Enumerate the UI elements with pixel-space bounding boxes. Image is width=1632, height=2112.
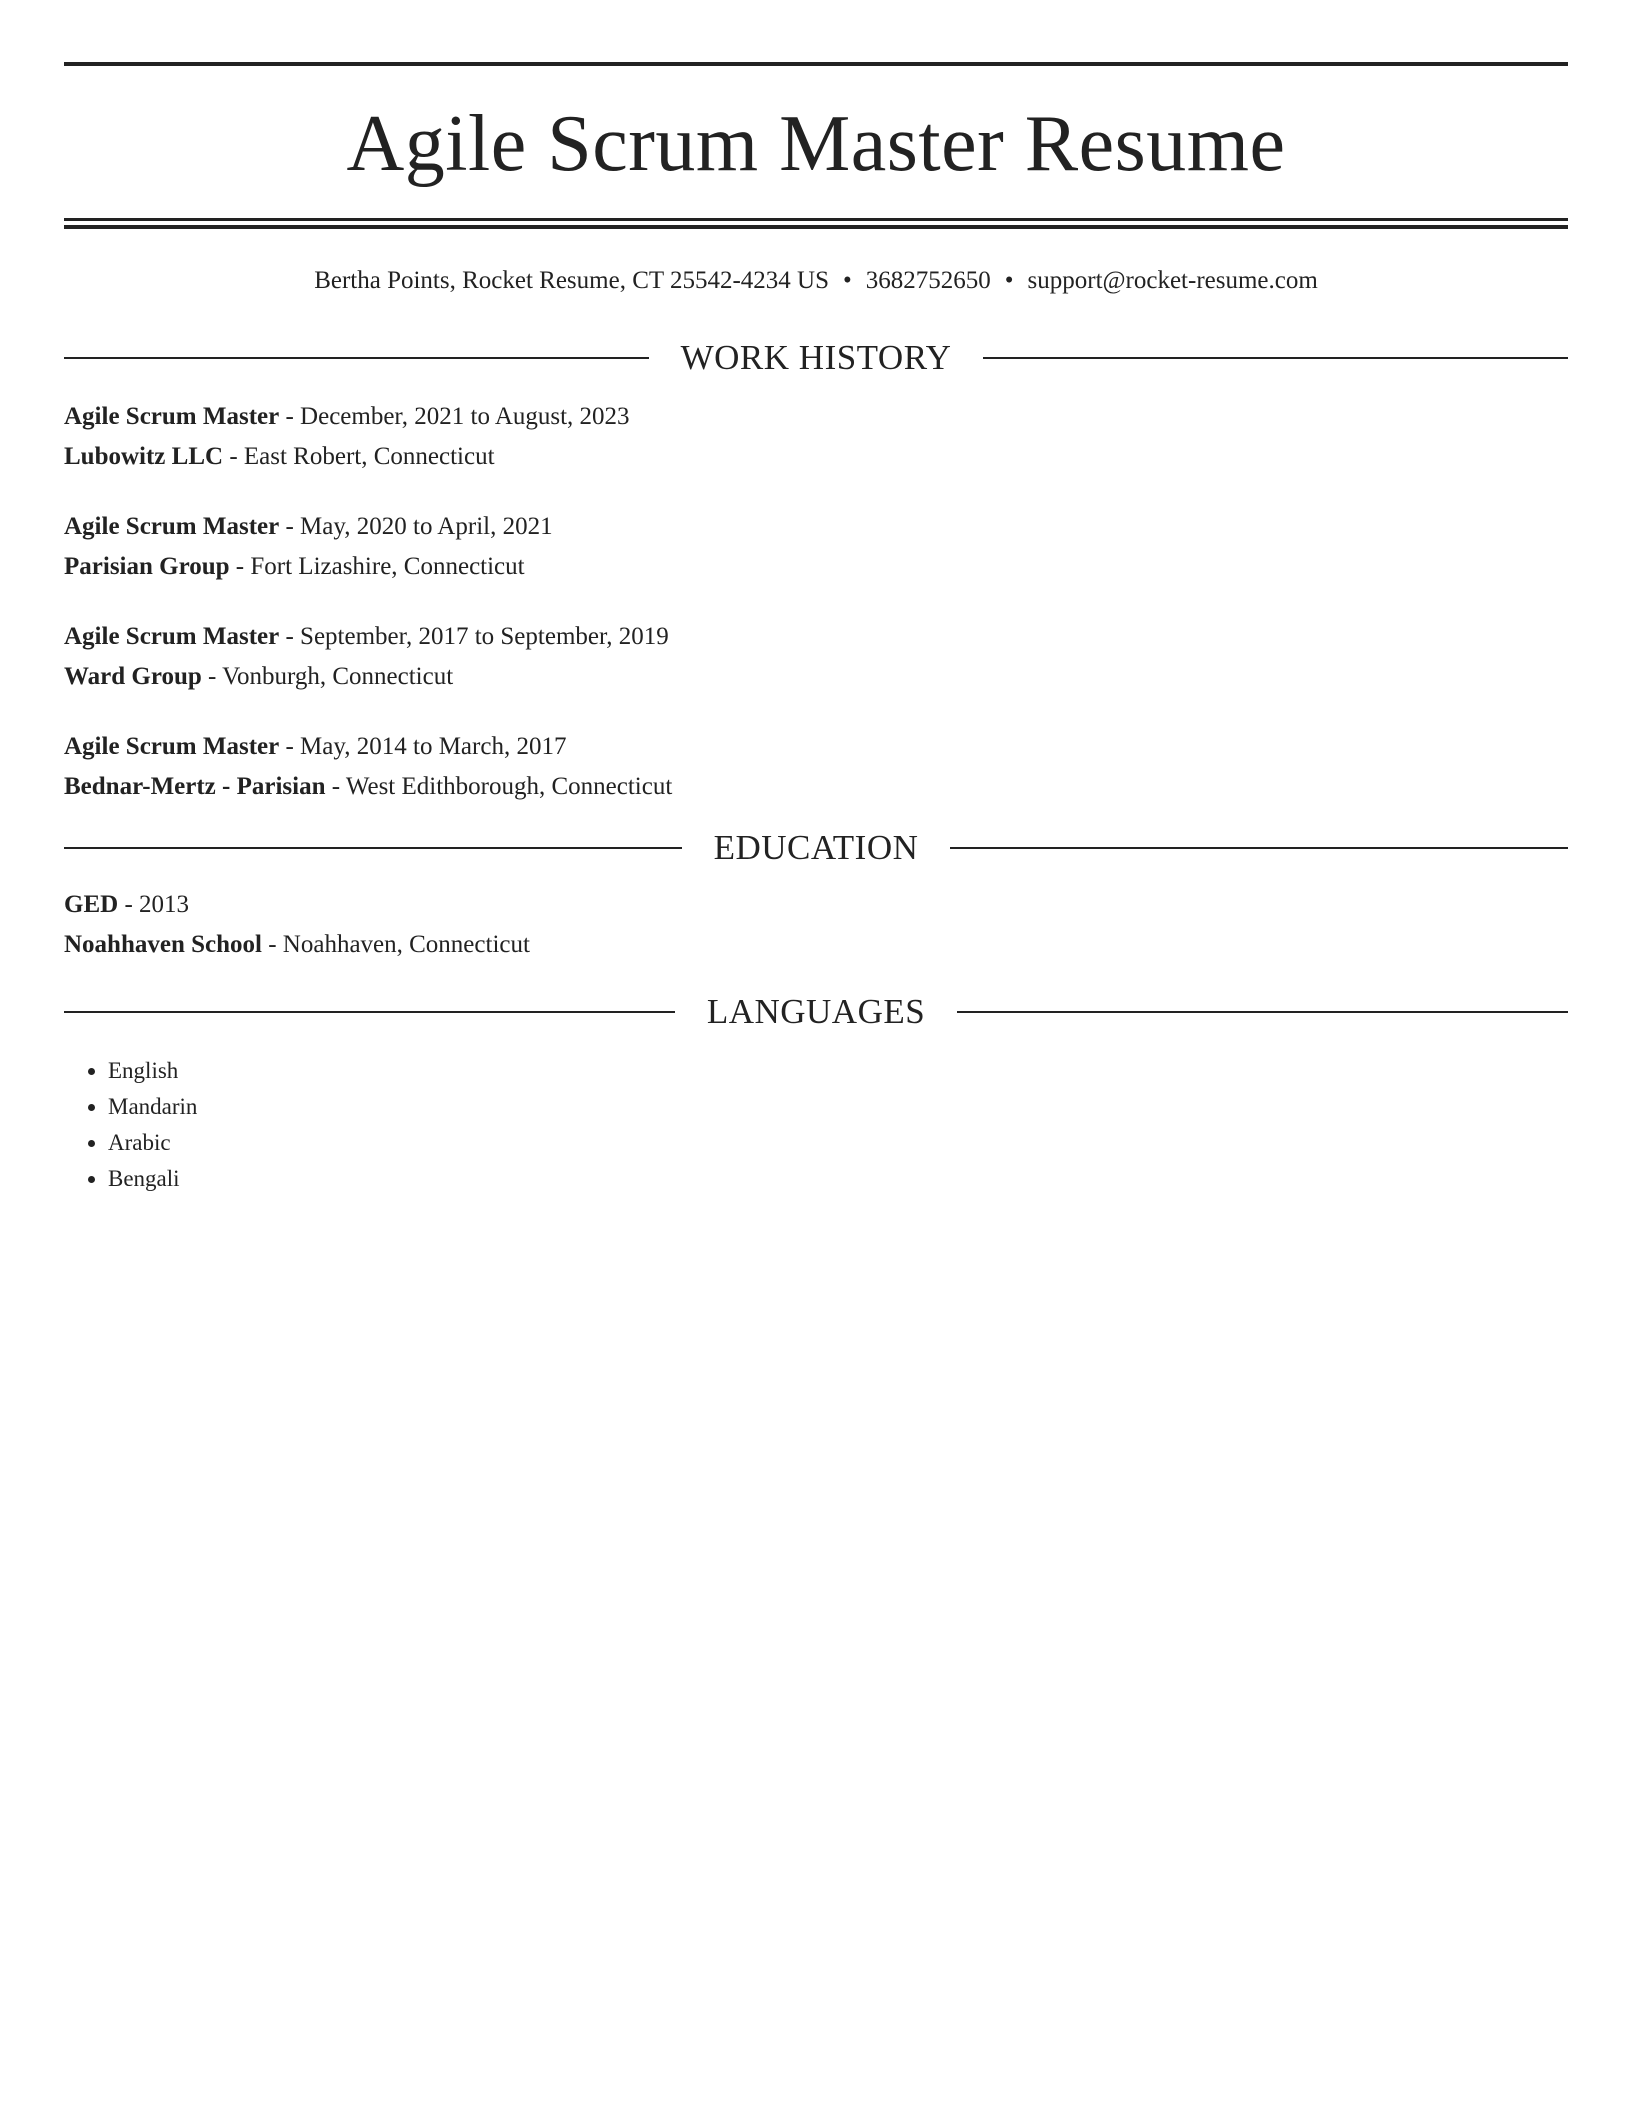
education-entry (64, 885, 1568, 965)
job-dates: - May, 2020 to April, 2021 (279, 513, 553, 540)
company-name: Bednar-Mertz - Parisian (64, 773, 326, 800)
title-block (64, 62, 1568, 229)
contact-address: Bertha Points, Rocket Resume, CT 25542-4234 US (314, 267, 829, 294)
contact-line (64, 263, 1568, 299)
job-title: Agile Scrum Master (64, 623, 280, 650)
school-name: Noahhaven School (64, 931, 262, 958)
page-title: Agile Scrum Master Resume (346, 100, 1286, 188)
company-name: Ward Group (64, 663, 202, 690)
work-history-heading (64, 335, 1568, 381)
languages-title: LANGUAGES (706, 992, 926, 1031)
company-name: Lubowitz LLC (64, 443, 224, 470)
work-entry (64, 617, 1568, 697)
list-item: • Bengali (108, 1161, 1568, 1197)
title-double-rule (64, 218, 1568, 229)
job-title: Agile Scrum Master (64, 403, 280, 430)
resume-page (64, 0, 1568, 1197)
company-location: - West Edithborough, Connecticut (325, 773, 673, 800)
school-location: - Noahhaven, Connecticut (261, 931, 530, 958)
job-dates: - May, 2014 to March, 2017 (279, 733, 567, 760)
degree-name: GED (64, 891, 119, 918)
degree-year: - 2013 (118, 891, 190, 918)
work-entry (64, 397, 1568, 477)
languages-heading (64, 989, 1568, 1035)
heading-rule-right (983, 357, 1568, 359)
list-item: • Arabic (108, 1125, 1568, 1161)
job-title: Agile Scrum Master (64, 733, 280, 760)
list-item: • Mandarin (108, 1089, 1568, 1125)
heading-rule-left (64, 847, 682, 849)
education-title: EDUCATION (713, 828, 919, 867)
heading-rule-left (64, 357, 649, 359)
contact-separator: • (1004, 267, 1014, 294)
work-history-list (64, 397, 1568, 807)
contact-email: support@rocket-resume.com (1027, 267, 1318, 294)
contact-separator: • (842, 267, 852, 294)
heading-rule-left (64, 1011, 675, 1013)
company-location: - Vonburgh, Connecticut (201, 663, 454, 690)
company-name: Parisian Group (64, 553, 230, 580)
heading-rule-right (950, 847, 1568, 849)
work-entry (64, 507, 1568, 587)
job-dates: - September, 2017 to September, 2019 (279, 623, 669, 650)
languages-list (64, 1053, 1568, 1197)
education-list (64, 885, 1568, 965)
company-location: - East Robert, Connecticut (223, 443, 495, 470)
company-location: - Fort Lizashire, Connecticut (229, 553, 525, 580)
work-entry (64, 727, 1568, 807)
education-heading (64, 825, 1568, 871)
list-item: • English (108, 1053, 1568, 1089)
work-history-title: WORK HISTORY (680, 338, 952, 377)
contact-phone: 3682752650 (865, 267, 991, 294)
heading-rule-right (957, 1011, 1568, 1013)
job-dates: - December, 2021 to August, 2023 (279, 403, 630, 430)
job-title: Agile Scrum Master (64, 513, 280, 540)
